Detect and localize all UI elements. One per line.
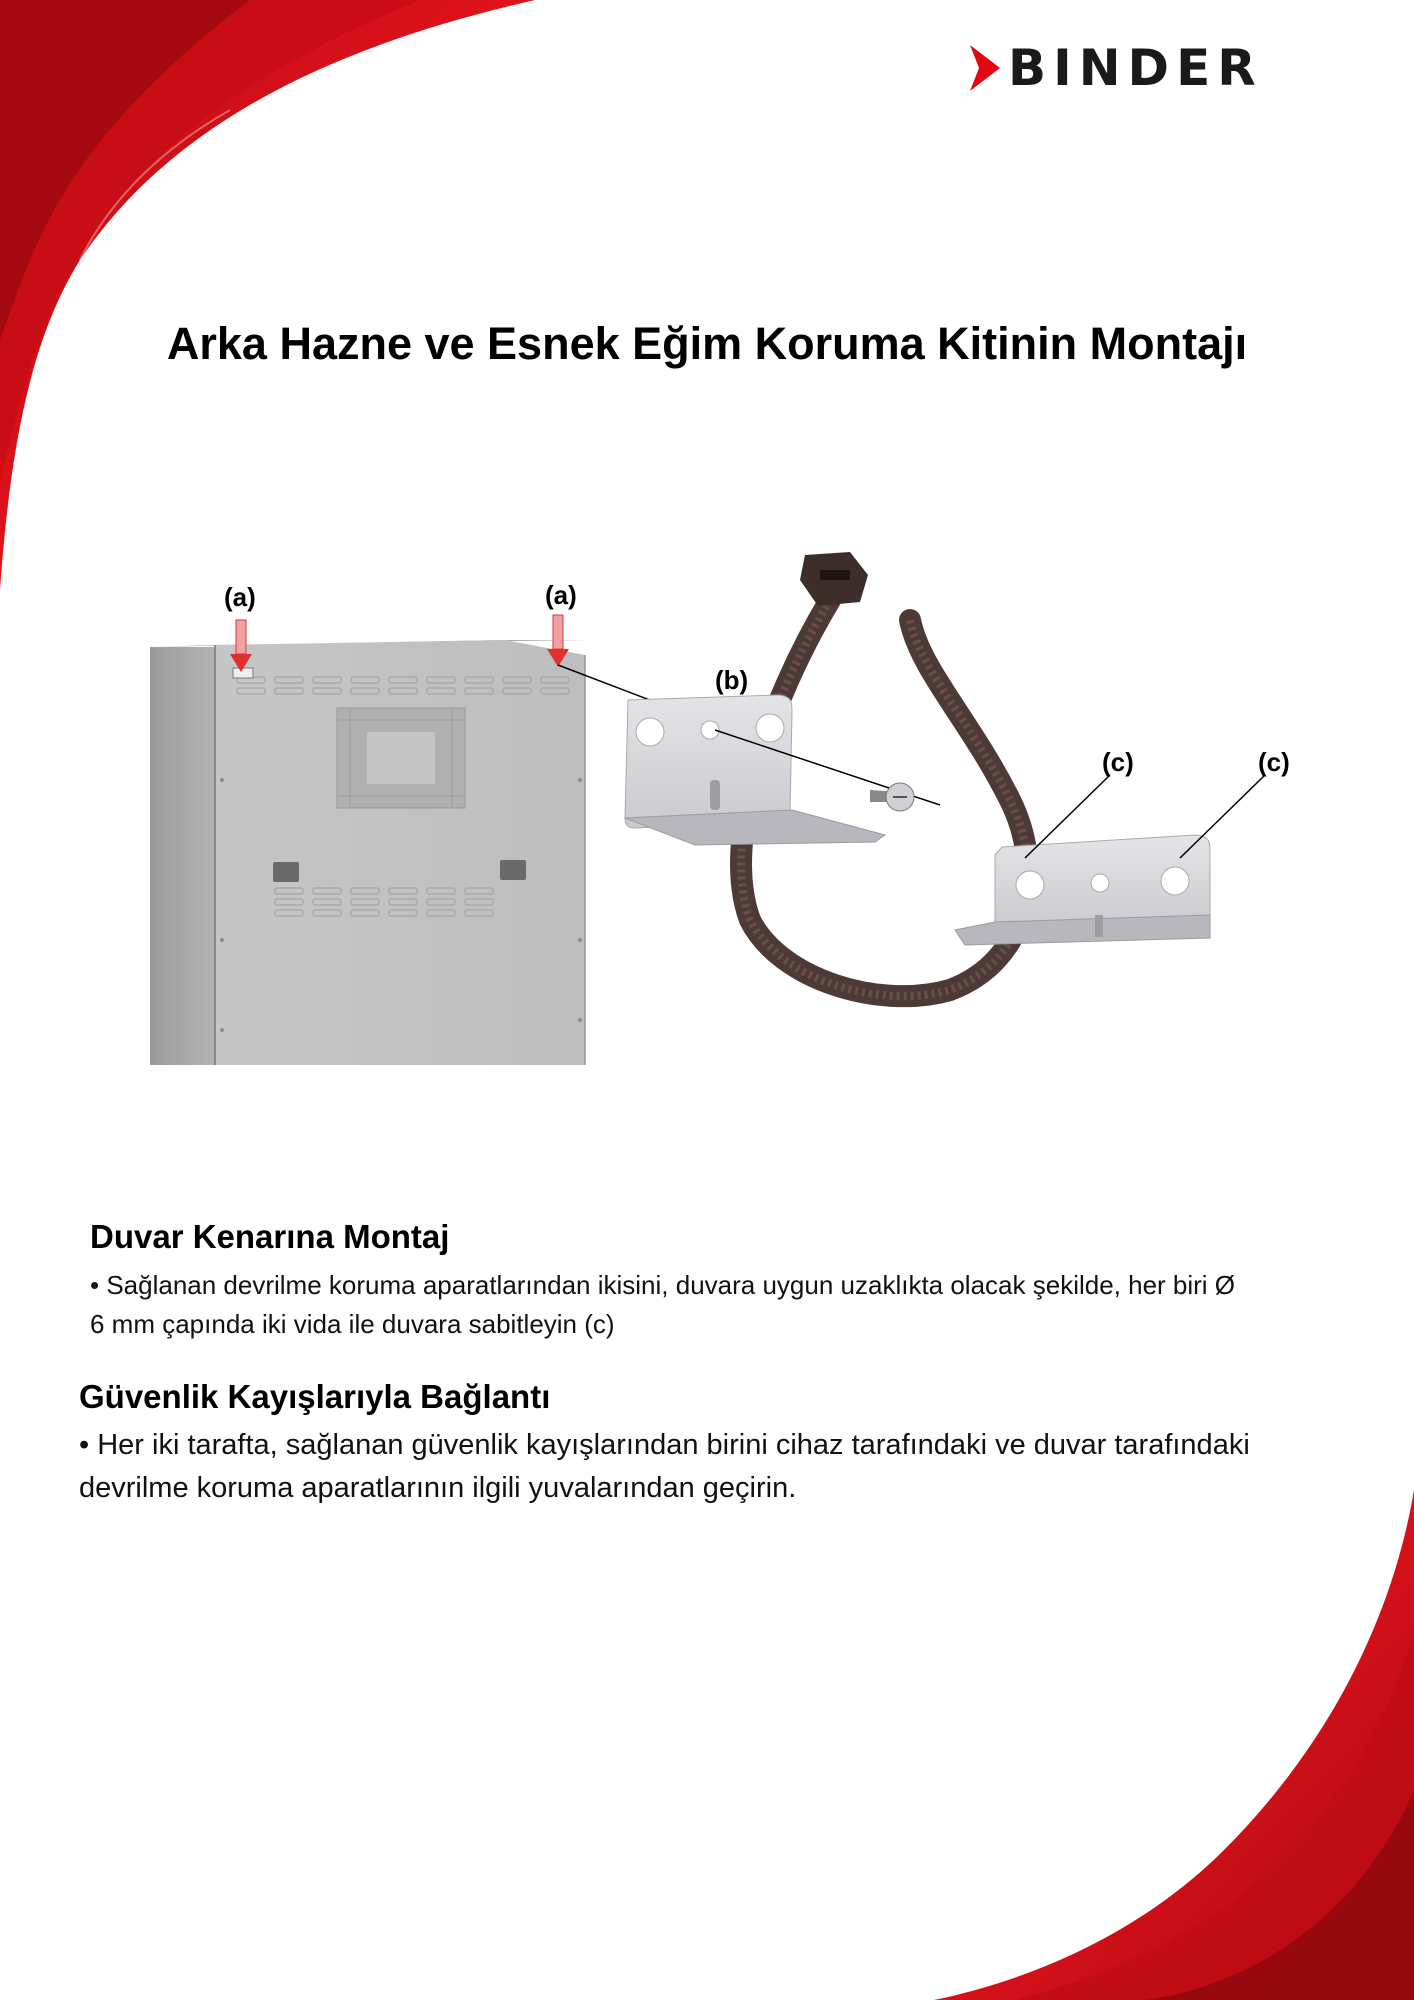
page-title: Arka Hazne ve Esnek Eğim Koruma Kitinin Montajı <box>166 318 1248 369</box>
paragraph-line: • Sağlanan devrilme koruma aparatlarından ikisini, duvara uygun uzaklıkta olacak şekilde, her biri Ø <box>90 1270 1236 1300</box>
section-heading: Güvenlik Kayışlarıyla Bağlantı <box>79 1378 551 1415</box>
callout-c-left: (c) <box>1102 747 1134 777</box>
brand-name: BINDER <box>1008 39 1263 97</box>
section-safety-straps <box>79 1378 1369 1510</box>
assembly-illustration <box>140 540 1310 1080</box>
decorative-red-swoosh-bottom-right <box>894 1480 1414 2000</box>
callout-a-left: (a) <box>224 582 256 612</box>
decorative-red-swoosh-top-left <box>0 0 560 600</box>
wall-side-bracket <box>955 835 1210 945</box>
section-paragraph <box>90 1266 1360 1344</box>
assembly-figure <box>140 540 1310 1080</box>
callout-a-right: (a) <box>545 580 577 610</box>
device-side-bracket <box>625 695 885 845</box>
brand-logo <box>970 39 1315 97</box>
paragraph-line: devrilme koruma aparatlarının ilgili yuvalarından geçirin. <box>79 1472 797 1504</box>
cabinet-rear <box>150 640 590 1065</box>
callout-c-right: (c) <box>1258 747 1290 777</box>
section-heading: Duvar Kenarına Montaj <box>90 1218 450 1255</box>
section-paragraph <box>79 1424 1369 1510</box>
paragraph-line: • Her iki tarafta, sağlanan güvenlik kayışlarından birini cihaz tarafındaki ve duvar tarafındaki <box>79 1429 1250 1461</box>
binder-logo-mark-icon <box>970 45 1000 91</box>
section-wall-mounting <box>90 1218 1360 1344</box>
callout-b: (b) <box>715 665 749 695</box>
screw-icon <box>870 783 914 811</box>
paragraph-line: 6 mm çapında iki vida ile duvara sabitleyin (c) <box>90 1309 615 1339</box>
